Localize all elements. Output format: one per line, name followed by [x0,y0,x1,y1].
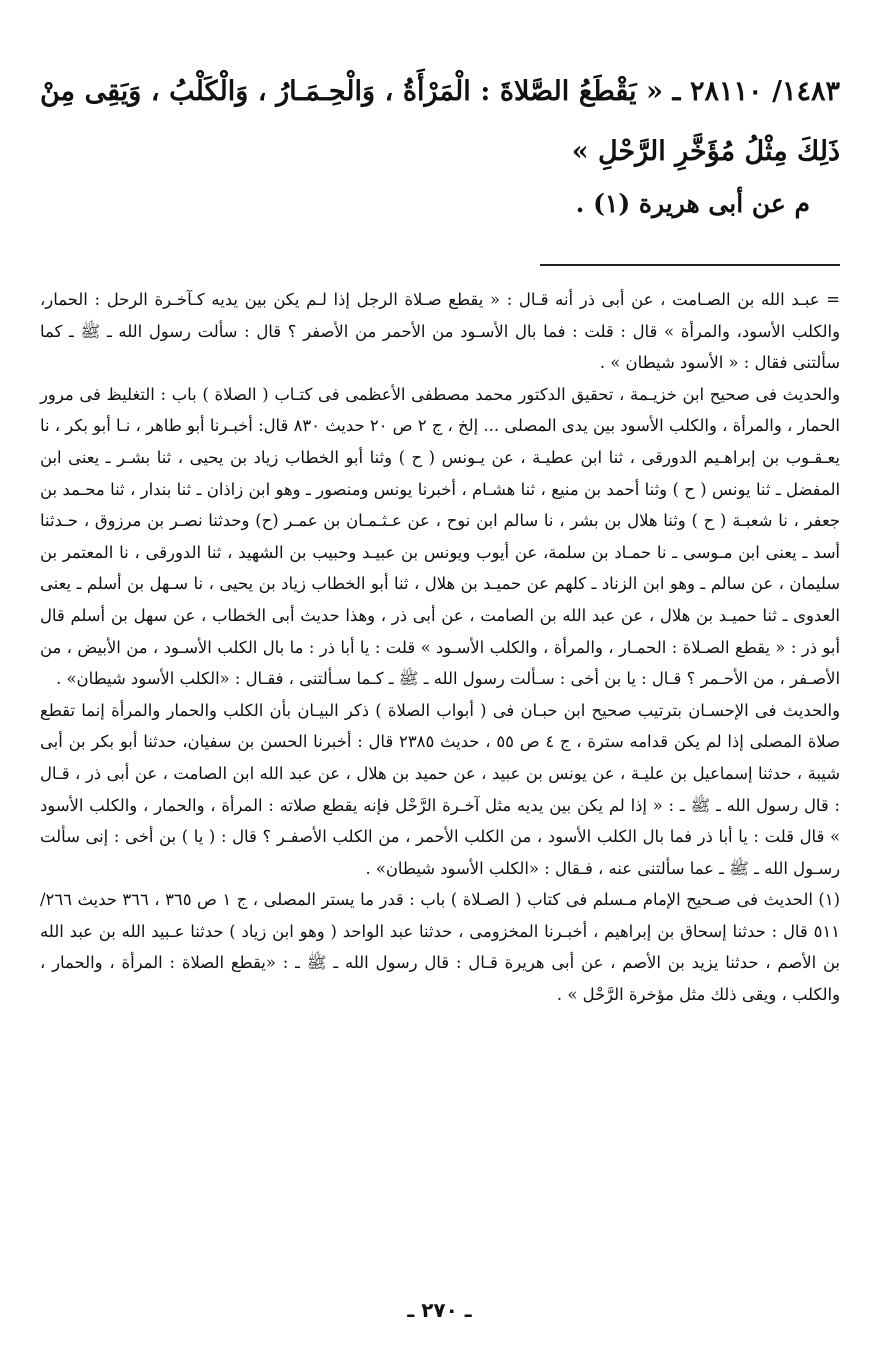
hadith-text: ١٤٨٣/ ٢٨١١٠ ـ « يَقْطَعُ الصَّلاةَ : الْمَرْأَةُ ، وَالْحِـمَـارُ ، وَالْكَلْبُ ، وَيَقِى مِنْ ذَلِكَ مِثْلُ مُؤَخَّرِ الرَّحْلِ » [40,76,840,167]
page-body [40,62,840,1011]
commentary-paragraph: = عبـد الله بن الصـامت ، عن أبى ذر أنه قـال : « يقطع صـلاة الرجل إذا لـم يكن بين يديه كـآخـرة الرحل : الحمار، والكلب الأسود، والمرأة » قال : قلت : فما بال الأسـود من الأحمر من الأصفر ؟ قال : سألت رسول الله ـ ﷺ ـ كما سألتنى فقال : « الأسود شيطان » . [40,290,840,373]
hadith-source: م عن أبى هريرة (١) . [575,189,810,218]
footnote-separator [540,264,840,266]
commentary-paragraph: والحديث فى الإحسـان بترتيب صحيح ابن حبـان فى ( أبواب الصلاة ) ذكر البيـان بأن الكلب والحمار والمرأة إنما تقطع صلاة المصلى إذا لم يكن قدامه سترة ، ج ٤ ص ٥٥ ، حديث ٢٣٨٥ قال : أخبرنا الحسن بن سفيان، حدثنا أبو بكر بن أبى شيبة ، حدثنا إسماعيل بن عليـة ، عن يونس بن عبيد ، عن حميد بن هلال ، عن عبد الله ابن الصامت ، عن أبى ذر ، قـال : قال رسول الله ـ ﷺ ـ : « إذا لم يكن بين يديه مثل آخـرة الرَّحْل فإنه يقطع صلاته : المرأة ، والحمار ، والكلب الأسود » قال قلت : يا أبا ذر فما بال الكلب الأسود ، من الكلب الأحمر ، من الكلب الأصفـر ؟ قال : ( يا ) بن أخى : إنى سألت رسـول الله ـ ﷺ ـ عما سألتنى عنه ، فـقال : «الكلب الأسود شيطان» . [40,700,840,878]
footnote: (١) الحديث فى صـحيح الإمام مـسلم فى كتاب ( الصـلاة ) باب : قدر ما يستر المصلى ، ج ١ ص ٣٦٥ ، ٣٦٦ حديث ٢٦٦/ ٥١١ قال : حدثنا إسحاق بن إبراهيم ، أخبـرنا المخزومى ، حدثنا عبد الواحد ( وهو ابن زياد ) حدثنا عـبيد الله بن عبد الله بن الأصم ، حدثنا يزيد بن الأصم ، عن أبى هريرة قـال : قال رسول الله ـ ﷺ ـ : «يقطع الصلاة : المرأة ، والحمار ، والكلب ، ويقى ذلك مثل مؤخرة الرَّحْل » . [40,890,840,1005]
commentary-paragraph: والحديث فى صحيح ابن خزيـمة ، تحقيق الدكتور محمد مصطفى الأعظمى فى كتـاب ( الصلاة ) باب : التغليظ فى مرور الحمار ، والمرأة ، والكلب الأسود بين يدى المصلى ... إلخ ، ج ٢ ص ٢٠ حديث ٨٣٠ قال: أخبـرنا أبو طاهر ، نـا أبو بكر ، نا يعـقـوب بن إبراهـيم الدورقى ، ثنا ابن عطيـة ، عن يـونس ( ح ) وثنا أبو الخطاب زياد بن يحيى ، ثنا بشـر ـ يعنى ابن المفضل ـ ثنا يونس ( ح ) وثنا أحمد بن منيع ، ثنا هشـام ، أخبرنا يونس ومنصور ـ وهو ابن زاذان ـ ثنا بندار ، ثنا محـمد بن جعفر ، نا شعبـة ( ح ) وثنا هلال بن بشر ، نا سالم ابن نوح ، عن عـثـمـان بن عمـر (ح) وحدثنا نصـر بن مرزوق ، حـدثنا أسد ـ يعنى ابن مـوسى ـ نا حمـاد بن سلمة، عن أيوب ويونس بن عبيـد وحبيب بن الشهيد ، ثنا الدورقى ، نا المعتمر بن سليمان ، عن سالم ـ وهو ابن الزناد ـ كلهم عن حميـد بن هلال ، ثنا أبو الخطاب زياد بن يحيى ، نا سـهل بن أسلم ـ يعنى العدوى ـ ثنا حميـد بن هلال ، عن عبد الله بن الصامت ، عن أبى ذر ، وهذا حديث أبى الخطاب ، عن سهل بن أسلم قال أبو ذر : « يقطع الصـلاة : الحمـار ، والمرأة ، والكلب الأسـود » قلت : يا أبا ذر : ما بال الكلب الأسـود ، من الأبيض ، من الأصـفر ، من الأحـمر ؟ قـال : يا بن أخى : سـألت رسول الله ـ ﷺ ـ كـما سـألتنى ، فقـال : «الكلب الأسود شيطان» . [40,384,840,689]
page-number: ـ ٢٧٠ ـ [407,1298,472,1322]
